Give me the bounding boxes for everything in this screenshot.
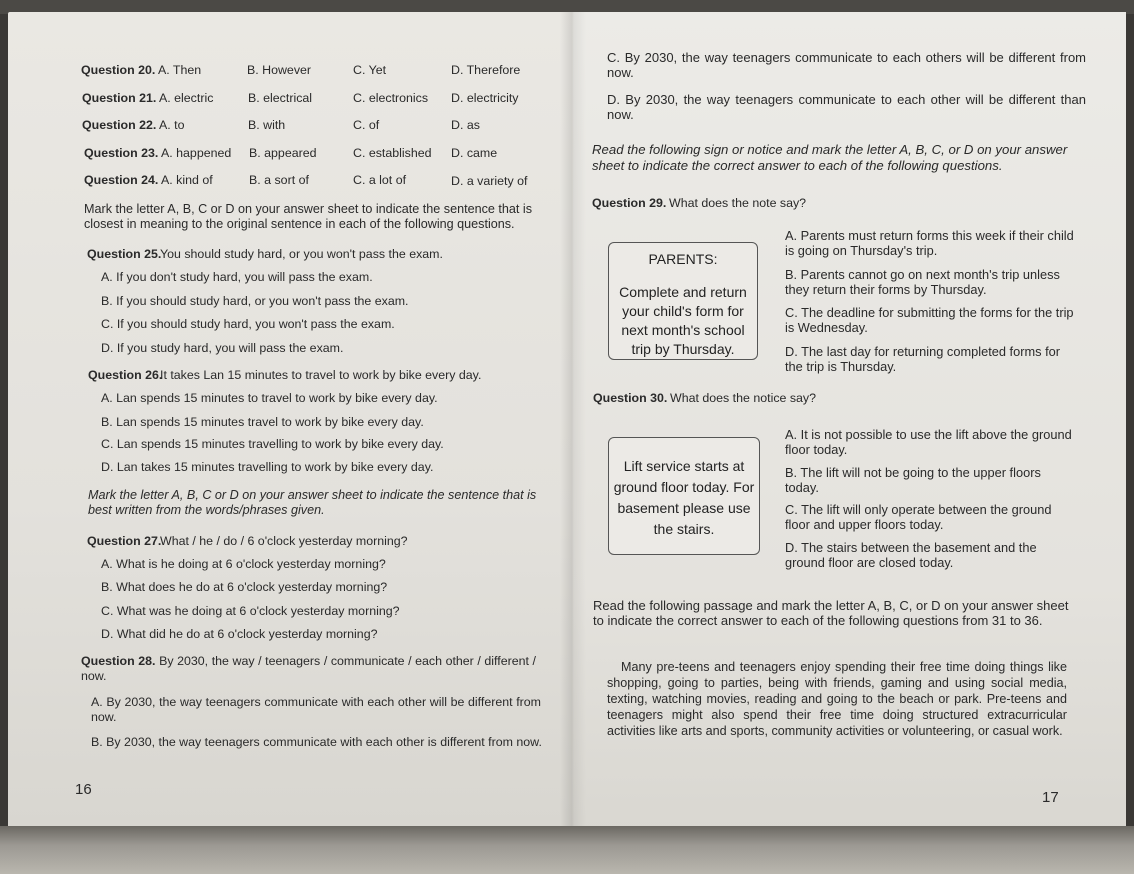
question-stem: By 2030, the way / teenagers / communicate / each other / different / now. — [81, 654, 536, 683]
notice-body: Lift service starts at ground floor today. For basement please use the stairs. — [613, 458, 755, 537]
question-label: Question 24. — [84, 173, 159, 187]
reading-passage: Many pre-teens and teenagers enjoy spending their free time doing things like shopping, going to parties, being with friends, gaming and using social media, texting, watching movies, reading and going to the beach or park. Pre-teens and teenagers might also spend their free time doing structured extracurricular activities like arts and sports, community activities or volunteering, or casual work. — [607, 660, 1067, 738]
option-c: C. a lot of — [353, 173, 407, 187]
background-bottom — [0, 826, 1134, 874]
lift-notice — [608, 437, 760, 555]
question-stem: What does the note say? — [669, 196, 807, 210]
question-label: Question 25. — [87, 247, 162, 261]
option-b: B. electrical — [248, 91, 313, 105]
option-a: A. happened — [161, 146, 232, 160]
question-stem: It takes Lan 15 minutes to travel to work by bike every day. — [160, 368, 482, 382]
option-c: C. Yet — [353, 63, 387, 77]
question-label: Question 29. — [592, 196, 667, 210]
option-d: D. The last day for returning completed forms for the trip is Thursday. — [785, 344, 1061, 374]
page-number-right: 17 — [1042, 789, 1059, 806]
option-a: A. electric — [159, 91, 214, 105]
option-d: D. as — [451, 118, 480, 132]
question-label: Question 20. — [81, 63, 156, 77]
book-gutter — [560, 12, 586, 832]
option-b: B. The lift will not be going to the upper floors today. — [785, 465, 1041, 495]
option-b: B. Lan spends 15 minutes travel to work by bike every day. — [101, 415, 424, 429]
question-stem: What does the notice say? — [670, 391, 817, 405]
notice-body: Complete and return your child's form for next month's school trip by Thursday. — [619, 284, 747, 357]
option-b: B. By 2030, the way teenagers communicate with each other is different from now. — [91, 735, 542, 749]
question-label: Question 21. — [82, 91, 157, 105]
option-b: B. If you should study hard, or you won't pass the exam. — [101, 294, 409, 308]
option-d: D. The stairs between the basement and the ground floor are closed today. — [785, 540, 1037, 570]
option-a: A. to — [159, 118, 185, 132]
instruction-best-written: Mark the letter A, B, C or D on your answer sheet to indicate the sentence that is best written from the words/phrases given. — [88, 488, 537, 517]
option-a: A. Parents must return forms this week if their child is going on Thursday's trip. — [785, 228, 1074, 258]
question-stem: You should study hard, or you won't pass the exam. — [160, 247, 443, 261]
option-d: D. a variety of — [451, 174, 528, 188]
option-a: A. If you don't study hard, you will pass the exam. — [101, 270, 373, 284]
option-c: C. What was he doing at 6 o'clock yesterday morning? — [101, 604, 400, 618]
option-d: D. Lan takes 15 minutes travelling to work by bike every day. — [101, 460, 434, 474]
option-c: C. The lift will only operate between the ground floor and upper floors today. — [785, 502, 1052, 532]
instruction-passage: Read the following passage and mark the letter A, B, C, or D on your answer sheet to indicate the correct answer to each of the following questions from 31 to 36. — [593, 598, 1069, 628]
question-label: Question 27. — [87, 534, 162, 548]
question-stem: What / he / do / 6 o'clock yesterday morning? — [160, 534, 408, 548]
option-d: D. Therefore — [451, 63, 521, 77]
option-c: C. established — [353, 146, 432, 160]
option-b: B. What does he do at 6 o'clock yesterday morning? — [101, 580, 388, 594]
question-28-option-d: D. By 2030, the way teenagers communicate to each other will be different than now. — [607, 92, 1086, 122]
question-label: Question 23. — [84, 146, 159, 160]
option-c: C. electronics — [353, 91, 429, 105]
question-label: Question 22. — [82, 118, 157, 132]
option-c: C. If you should study hard, you won't pass the exam. — [101, 317, 395, 331]
option-a: A. Lan spends 15 minutes to travel to work by bike every day. — [101, 391, 438, 405]
question-label: Question 28. — [81, 654, 156, 668]
option-b: B. with — [248, 118, 286, 132]
option-d: D. If you study hard, you will pass the exam. — [101, 341, 344, 355]
option-c: C. of — [353, 118, 380, 132]
option-d: D. What did he do at 6 o'clock yesterday morning? — [101, 627, 378, 641]
option-b: B. appeared — [249, 146, 317, 160]
question-label: Question 26. — [88, 368, 163, 382]
option-a: A. What is he doing at 6 o'clock yesterday morning? — [101, 557, 386, 571]
page-number-left: 16 — [75, 781, 92, 798]
question-28-option-c: C. By 2030, the way teenagers communicate to each others will be different from now. — [607, 50, 1086, 80]
option-a: A. Then — [158, 63, 202, 77]
option-d: D. electricity — [451, 91, 519, 105]
option-b: B. However — [247, 63, 312, 77]
option-b: B. a sort of — [249, 173, 309, 187]
option-a: A. kind of — [161, 173, 213, 187]
instruction-sign-notice: Read the following sign or notice and mark the letter A, B, C, or D on your answer sheet to indicate the correct answer to each of the following questions. — [592, 142, 1068, 173]
option-d: D. came — [451, 146, 498, 160]
notice-title: PARENTS: — [648, 251, 718, 267]
parents-notice — [608, 242, 758, 360]
option-a: A. By 2030, the way teenagers communicate with each other will be different from now. — [91, 695, 541, 724]
option-c: C. Lan spends 15 minutes travelling to work by bike every day. — [101, 437, 444, 451]
instruction-closest-meaning: Mark the letter A, B, C or D on your answer sheet to indicate the sentence that is closest in meaning to the original sentence in each of the following questions. — [84, 202, 533, 231]
option-c: C. The deadline for submitting the forms for the trip is Wednesday. — [785, 305, 1074, 335]
option-b: B. Parents cannot go on next month's trip unless they return their forms by Thursday. — [785, 267, 1060, 297]
question-28-stem-line — [81, 654, 536, 684]
question-label: Question 30. — [593, 391, 668, 405]
option-a: A. It is not possible to use the lift above the ground floor today. — [785, 427, 1072, 457]
